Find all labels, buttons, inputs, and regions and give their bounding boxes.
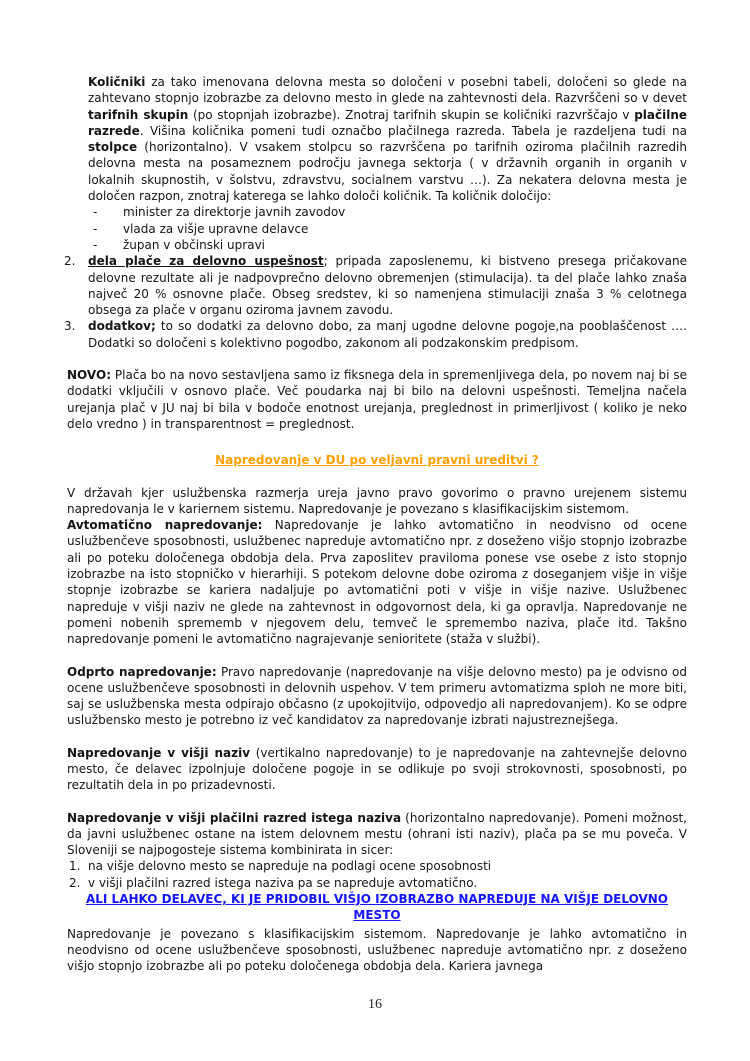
list-number: 3. <box>64 319 76 334</box>
bold-run-odprto: Odprto napredovanje: <box>67 664 217 679</box>
paragraph-napredovanje-klasifikacija: Napredovanje je povezano s klasifikacijskim sistemom. Napredovanje je lahko avtomatično in neodvisno od ocene uslužbenčeve sposobnosti, uslužbenec napreduje avtomatično npr. z doseženo višjo stopnjo izobrazbe ali po poteku določenega obdobja dela. Kariera javnega <box>67 926 687 974</box>
document-body <box>64 74 688 975</box>
dash-item-label: župan v občinski upravi <box>123 237 266 252</box>
list-number: 2. <box>69 875 81 890</box>
page-footer <box>0 997 750 1013</box>
bold-run-avtomaticno: Avtomatično napredovanje: <box>67 518 263 533</box>
paragraph-placilni-razred <box>67 810 687 859</box>
text-run: ; pripada zaposlenemu, ki bistveno presega pričakovane delovne rezultate ali je nadpovprečno delovno obremenjen (stimulacija). ta del plače lahko znaša največ 20 % osnovne plače. Obseg sredstev, ki so namenjena stimulaciji znaša 3 % celotnega obsega za plače v organu oziroma javnem zavodu. <box>88 254 688 318</box>
bold-run-visji-naziv: Napredovanje v višji naziv <box>67 745 251 760</box>
text-run: (horizontalno napredovanje). Pomeni možnost, da javni uslužbenec ostane na istem delovnem mestu (ohrani isti naziv), plača pa se mu poveča. V Sloveniji se najpogosteje sistema kombinirata in sicer: <box>67 810 687 858</box>
dash-list-item <box>67 221 687 237</box>
dash-item-label: minister za direktorje javnih zavodov <box>123 205 346 220</box>
text-run: Pravo napredovanje (napredovanje na višje delovno mesto) pa je odvisno od ocene uslužbenčeve sposobnosti in delovnih uspehov. V tem primeru avtomatizma sploh ne more biti, saj se uslužbenska mesta odpirajo občasno (z upokojitvijo, odpovedjo ali napredovanjem). Ko se odpre uslužbensko mesto je potrebno iz več kandidatov za napredovanje izbrati najustreznejšega. <box>67 664 687 728</box>
paragraph-kolicniki <box>88 74 687 204</box>
text-run: (vertikalno napredovanje) to je napredovanje na zahtevnejše delovno mesto, če delavec izpolnjuje določene pogoje in se odlikuje po svoji strokovnosti, sposobnosti, po rezultatih dela in po prizadevnosti. <box>67 745 688 793</box>
dash-list-item <box>67 204 687 220</box>
page-number: 16 <box>368 997 382 1012</box>
text-run: Plača bo na novo sestavljena samo iz fiksnega dela in spremenljivega dela, po novem naj bi se dodatki vključili v osnovo plače. Več poudarka naj bi bilo na delovni uspešnosti. Temeljna načela urejanja plač v JU naj bi bila v bodoče enotnost urejanja, preglednost in primerljivost ( koliko je neko delo vredno ) in transparentnost = preglednost. <box>67 368 687 431</box>
bold-run-novo: NOVO: <box>67 368 111 383</box>
dash-list <box>67 204 687 253</box>
heading-ali-lahko-delavec <box>67 891 687 924</box>
dash-bullet-icon: - <box>93 205 98 220</box>
numbered-item-3 <box>64 318 687 351</box>
paragraph-avtomaticno-napredovanje <box>67 517 687 647</box>
bold-underline-run-dela-place: dela plače za delovno uspešnost <box>88 254 324 269</box>
list-number: 1. <box>69 859 81 874</box>
text-run: (po stopnjah izobrazbe). Znotraj tarifnih skupin se količniki razvrščajo v <box>188 107 635 122</box>
blue-heading-link[interactable]: ALI LAHKO DELAVEC, KI JE PRIDOBIL VIŠJO IZOBRAZBO NAPREDUJE NA VIŠJE DELOVNO MESTO <box>85 892 669 923</box>
paragraph-novo <box>67 367 687 432</box>
list-item-label: v višji plačilni razred istega naziva pa se napreduje avtomatično. <box>88 875 478 890</box>
paragraph-odprto-napredovanje <box>67 664 687 729</box>
bold-run-placilne-razrede: plačilne razrede <box>88 107 688 138</box>
numbered-item-2 <box>64 253 688 318</box>
text-run: . Višina količnika pomeni tudi označbo plačilnega razreda. Tabela je razdeljena tudi na <box>139 123 687 138</box>
bold-run-kolicniki: Količniki <box>88 75 146 89</box>
paragraph-visji-naziv <box>67 745 687 794</box>
text-run: (horizontalno). V vsakem stolpcu so razvrščena po tarifnih oziroma plačilnih razredih delovna mesta na posameznem področju javnega sektorja ( v državnih organih in organih v lokalnih skupnostih, v šolstvu, zdravstvu, socialnem varstvu …). Za nekatera delovna mesta je določen razpon, znotraj katerega se lahko določi količnik. Ta količnik določijo: <box>88 140 687 204</box>
bold-run-tarifnih-skupin: tarifnih skupin <box>88 107 189 122</box>
text-run: Napredovanje je lahko avtomatično in neodvisno od ocene uslužbenčeve sposobnosti, uslužbenec napreduje avtomatično npr. z doseženo višjo stopnjo izobrazbe ali po poteku določenega obdobja dela. Prva zaposlitev praviloma ponese vse osebe z isto stopnjo izobrazbe na isto stopničko v hierarhiji. S potekom delovne dobe oziroma z doseganjem višje in višje stopnje izobrazbe se kariera nadaljuje po avtomatični poti v višje in višje nazive. Uslužbenec napreduje v višji naziv ne glede na zahtevnost in odgovornost dela, ki ga opravlja. Napredovanje ne pomeni nobenih sprememb v njegovem delu, temveč le spremembo naziva, plače itd. Takšno napredovanje pomeni le avtomatično nagrajevanje senioritete (staža v službi). <box>67 518 688 647</box>
paragraph-drzave: V državah kjer uslužbenska razmerja ureja javno pravo govorimo o pravno urejenem sistemu napredovanja le v kariernem sistemu. Napredovanje je povezano s klasifikacijskim sistemom. <box>67 485 687 516</box>
numbered-list-item <box>67 875 687 891</box>
dash-bullet-icon: - <box>93 237 98 252</box>
heading-napredovanje-du <box>67 452 687 468</box>
bold-run-stolpce: stolpce <box>88 140 138 155</box>
dash-bullet-icon: - <box>93 221 98 236</box>
bold-run-dodatkov: dodatkov; <box>88 319 156 334</box>
dash-list-item <box>67 237 687 253</box>
numbered-list-item <box>67 858 687 874</box>
text-run: to so dodatki za delovno dobo, za manj ugodne delovne pogoje,na pooblaščenost …. Dodatki so določeni s kolektivno pogodbo, zakonom ali podzakonskim predpisom. <box>88 319 687 350</box>
numbered-list-sistema <box>67 858 687 891</box>
list-number: 2. <box>64 254 76 269</box>
list-item-label: na višje delovno mesto se napreduje na podlagi ocene sposobnosti <box>88 859 492 874</box>
orange-heading-link[interactable]: Napredovanje v DU po veljavni pravni ureditvi ? <box>215 453 539 468</box>
text-run: za tako imenovana delovna mesta so določeni v posebni tabeli, določeni so glede na zahtevano stopnjo izobrazbe za delovno mesto in glede na zahtevnosti dela. Razvrščeni so v devet <box>88 75 687 106</box>
bold-run-placilni-razred: Napredovanje v višji plačilni razred istega naziva <box>67 810 402 825</box>
dash-item-label: vlada za višje upravne delavce <box>123 221 309 236</box>
